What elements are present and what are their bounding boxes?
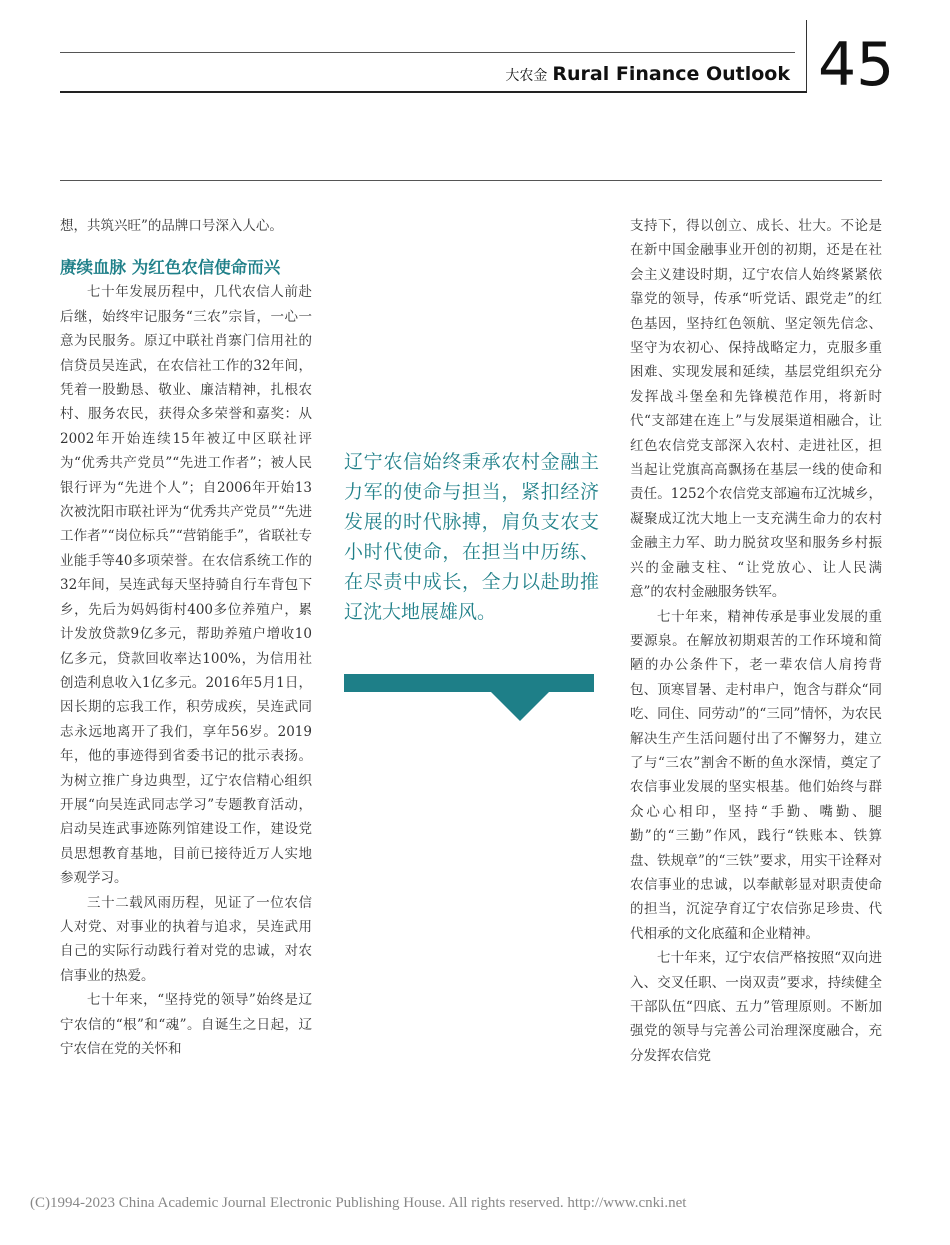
paragraph: 七十年发展历程中，几代农信人前赴后继，始终牢记服务“三农”宗旨，一心一意为民服务。原辽中联社肖寨门信用社的信贷员吴连武，在农信社工作的32年间，凭着一股勤恳、敬业、廉洁精神，扎根农村、服务农民，获得众多荣誉和嘉奖：从2002年开始连续15年被辽中区联社评为“优秀共产党员”“先进工作者”；被人民银行评为“先进个人”；自2006年开始13次被沈阳市联社评为“优秀共产党员”“先进工作者”“岗位标兵”“营销能手”，省联社专业能手等40多项荣誉。在农信系统工作的32年间，吴连武每天坚持骑自行车背包下乡，先后为妈妈街村400多位养殖户，累计发放贷款9亿多元，帮助养殖户增收10亿多元，贷款回收率达100%，为信用社创造利息收入1亿多元。2016年5月1日，因长期的忘我工作，积劳成疾，吴连武同志永远地离开了我们，享年56岁。2019年，他的事迹得到省委书记的批示表扬。为树立推广身边典型，辽宁农信精心组织开展“向吴连武同志学习”专题教育活动，启动吴连武事迹陈列馆建设工作，建设党员思想教育基地，目前已接待近万人实地参观学习。: [60, 284, 312, 887]
magazine-title: [505, 63, 790, 85]
body-top-rule: [60, 180, 882, 181]
copyright-footer: (C)1994-2023 China Academic Journal Electronic Publishing House. All rights reserved. http://www.cnki.net: [30, 1195, 687, 1211]
paragraph: 七十年来，辽宁农信严格按照“双向进入、交叉任职、一岗双责”要求，持续健全干部队伍“四底、五力”管理原则。不断加强党的领导与完善公司治理深度融合，充分发挥农信党: [630, 950, 882, 1064]
header-bottom-rule: [60, 91, 807, 93]
section-heading: 赓续血脉 为红色农信使命而兴: [60, 258, 281, 278]
paragraph: 支持下，得以创立、成长、壮大。不论是在新中国金融事业开创的初期，还是在社会主义建设时期，辽宁农信人始终紧紧依靠党的领导，传承“听党话、跟党走”的红色基因，坚持红色领航、坚定领先信念、坚守为农初心、保持战略定力，克服多重困难、实现发展和延续，基层党组织充分发挥战斗堡垒和先锋模范作用，将新时代“支部建在连上”与发展渠道相融合，让红色农信党支部深入农村、走进社区，担当起让党旗高高飘扬在基层一线的使命和责任。1252个农信党支部遍布辽沈城乡，凝聚成辽沈大地上一支充满生命力的农村金融主力军、助力脱贫攻坚和服务乡村振兴的金融支柱、“让党放心、让人民满意”的农村金融服务铁军。: [630, 218, 882, 601]
paragraph: 三十二载风雨历程，见证了一位农信人对党、对事业的执着与追求，吴连武用自己的实际行动践行着对党的忠诚，对农信事业的热爱。: [60, 894, 312, 984]
paragraph: 想，共筑兴旺”的品牌口号深入人心。: [60, 218, 283, 234]
magazine-title-cn: 大农金: [505, 68, 548, 84]
page-number: 45: [818, 30, 895, 100]
left-column: [60, 214, 312, 1061]
paragraph: 七十年来，“坚持党的领导”始终是辽宁农信的“根”和“魂”。自诞生之日起，辽宁农信在党的关怀和: [60, 992, 312, 1057]
header-top-rule: [60, 52, 795, 53]
paragraph: 七十年来，精神传承是事业发展的重要源泉。在解放初期艰苦的工作环境和简陋的办公条件下，老一辈农信人肩挎背包、顶寒冒暑、走村串户，饱含与群众“同吃、同住、同劳动”的“三同”情怀，为农民解决生产生活问题付出了不懈努力，建立了与“三农”割舍不断的鱼水深情，奠定了农信事业发展的坚实根基。他们始终与群众心心相印，坚持“手勤、嘴勤、腿勤”的“三勤”作风，践行“铁账本、铁算盘、铁规章”的“三铁”要求，用实干诠释对农信事业的忠诚，以奉献彰显对职责使命的担当，沉淀孕育辽宁农信弥足珍贵、代代相承的文化底蕴和企业精神。: [630, 608, 882, 942]
header-divider: [806, 20, 807, 92]
right-column: [630, 214, 882, 1068]
magazine-title-en: Rural Finance Outlook: [552, 63, 790, 85]
pull-quote-chevron-bar: [344, 674, 594, 722]
pull-quote: 辽宁农信始终秉承农村金融主力军的使命与担当，紧扣经济发展的时代脉搏，肩负支农支小时代使命，在担当中历练、在尽责中成长，全力以赴助推辽沈大地展雄风。: [344, 451, 599, 623]
